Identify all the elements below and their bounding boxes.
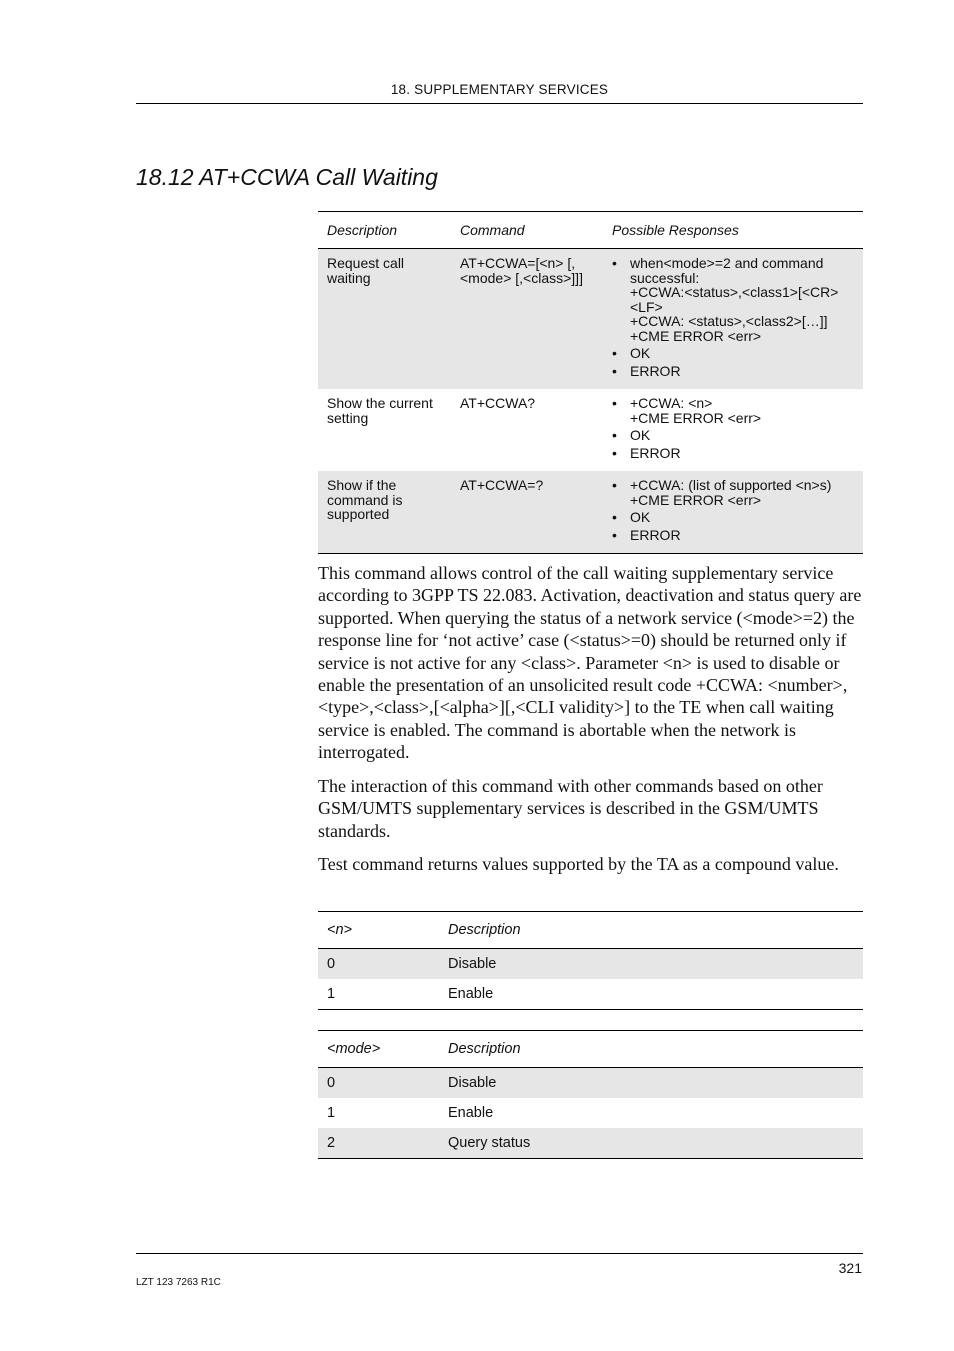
row-responses	[603, 249, 863, 390]
table-row	[318, 1098, 863, 1128]
mode-table-header	[318, 1031, 863, 1068]
col-header-mode: <mode>	[318, 1031, 439, 1068]
row-responses	[603, 471, 863, 554]
paragraph: The interaction of this command with other commands based on other GSM/UMTS supplementary services is described in the GSM/UMTS standards.	[318, 776, 823, 841]
footer-rule	[136, 1253, 863, 1254]
command-table-header	[318, 212, 863, 249]
row-command: AT+CCWA=[<n> [,<mode> [,<class>]]]	[451, 249, 603, 390]
table-row	[318, 389, 863, 471]
param-value: 2	[318, 1128, 439, 1159]
row-description: Show if the command is supported	[318, 471, 451, 554]
col-header-description: Description	[439, 1031, 863, 1068]
n-parameter-table	[318, 911, 863, 1010]
table-row	[318, 471, 863, 554]
n-table-header	[318, 912, 863, 949]
row-description: Show the current setting	[327, 395, 433, 426]
section-title: 18.12 AT+CCWA Call Waiting	[136, 164, 438, 190]
running-header: 18. SUPPLEMENTARY SERVICES	[390, 82, 609, 97]
list-item: • OK	[612, 346, 855, 361]
list-item: • ERROR	[612, 364, 855, 379]
list-item: • when<mode>=2 and command successful: +CCWA:<status>,<class1>[<CR> <LF> +CCWA: <status>,<class2>[…]] +CME ERROR <err>	[612, 256, 855, 343]
col-header-responses: Possible Responses	[603, 212, 863, 249]
param-description: Disable	[439, 1068, 863, 1099]
param-value: 0	[318, 1068, 439, 1099]
col-header-n: <n>	[318, 912, 439, 949]
mode-parameter-table	[318, 1030, 863, 1159]
param-value: 1	[327, 1105, 336, 1121]
header-rule	[136, 103, 863, 104]
list-item: • +CCWA: (list of supported <n>s) +CME ERROR <err>	[612, 478, 855, 507]
param-description: Disable	[439, 949, 863, 980]
list-item: • ERROR	[612, 446, 855, 461]
col-header-description: Description	[318, 212, 451, 249]
param-description: Enable	[448, 1105, 494, 1121]
page-number: 321	[838, 1260, 862, 1276]
table-row	[318, 1128, 863, 1159]
param-description: Enable	[439, 979, 863, 1010]
table-row	[318, 979, 863, 1010]
paragraph: Test command returns values supported by the TA as a compound value.	[318, 854, 839, 874]
list-item: • OK	[612, 428, 855, 443]
list-item: • ERROR	[612, 528, 855, 543]
row-command: AT+CCWA?	[460, 395, 536, 411]
row-description: Request call waiting	[318, 249, 451, 390]
command-table	[318, 211, 863, 554]
col-header-description: Description	[439, 912, 863, 949]
param-value: 0	[318, 949, 439, 980]
col-header-command: Command	[451, 212, 603, 249]
list-item: • +CCWA: <n> +CME ERROR <err>	[612, 396, 855, 425]
document-id: LZT 123 7263 R1C	[136, 1277, 221, 1288]
param-value: 1	[318, 979, 439, 1010]
paragraph: This command allows control of the call waiting supplementary service according to 3GPP TS 22.083. Activation, deactivation and status query are supported. When querying the status of a network service (<mode>=2) the response line for ‘not active’ case (<status>=0) should be returned only if service is not active for any <class>. Parameter <n> is used to disable or enable the presentation of an unsolicited result code +CCWA: <number>,<type>,<class>,[<alpha>][,<CLI validity>] to the TE when call waiting service is enabled. The command is abortable when the network is interrogated.	[318, 563, 862, 763]
row-responses	[603, 389, 863, 471]
row-command: AT+CCWA=?	[451, 471, 603, 554]
param-description: Query status	[439, 1128, 863, 1159]
table-row	[318, 249, 863, 390]
table-row	[318, 949, 863, 980]
table-row	[318, 1068, 863, 1099]
list-item: • OK	[612, 510, 855, 525]
